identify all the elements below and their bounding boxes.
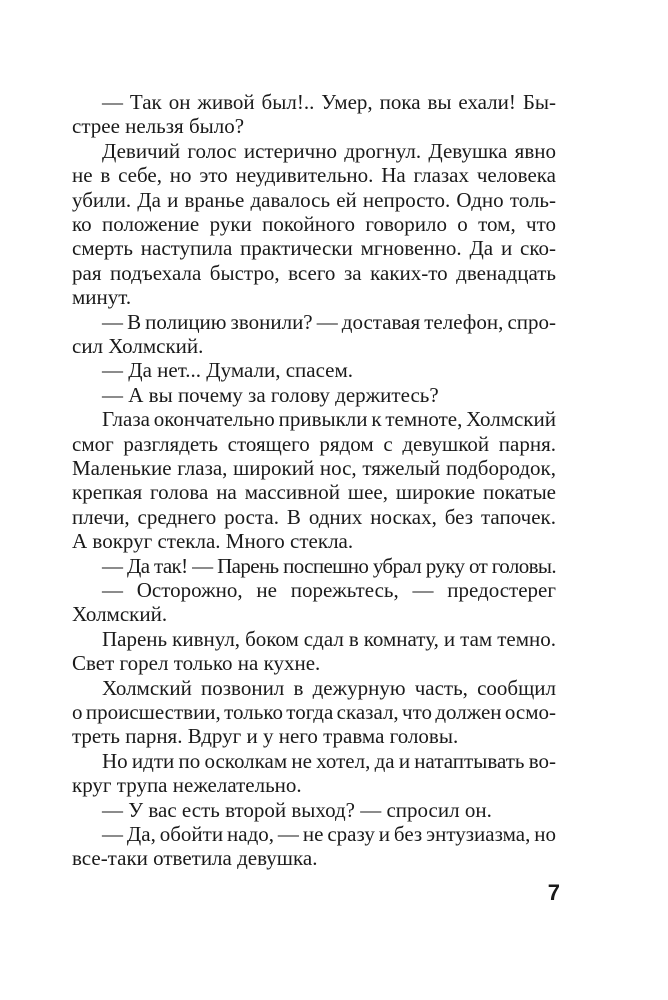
text-line: Но идти по осколкам не хотел, да и натаптывать во- [102,749,556,773]
text-line: — Да нет... Думали, спасем. [102,358,354,382]
text-line: стрее нельзя было? [72,114,245,138]
text-line: А вокруг стекла. Много стекла. [72,529,354,553]
text-line: — Осторожно, не порежьтесь, — предостерег [102,578,556,602]
text-line: — У вас есть второй выход? — спросил он. [102,798,492,822]
text-line: рая подъехала быстро, всего за каких-то двенадцать [72,261,556,285]
text-line: Маленькие глаза, широкий нос, тяжелый подбородок, [72,456,556,480]
text-line: минут. [72,285,132,309]
text-line: убили. Да и вранье давалось ей непросто. Одно толь- [72,188,556,212]
text-line: ко положение руки покойного говорило о том, что [72,212,556,236]
text-line: — Да, обойти надо, — не сразу и без энтузиазма, но [102,822,556,846]
text-line: Холмский. [72,602,168,626]
text-line: смог разглядеть стоящего рядом с девушкой парня. [72,432,556,456]
text-line: треть парня. Вдруг и у него травма головы. [72,724,459,748]
text-line: о происшествии, только тогда сказал, что должен осмо- [72,700,556,724]
text-line: Девичий голос истерично дрогнул. Девушка явно [102,139,556,163]
text-line: — Да так! — Парень поспешно убрал руку от головы. [102,554,556,578]
text-line: — Так он живой был!.. Умер, пока вы ехали! Бы- [102,90,556,114]
text-line: смерть наступила практически мгновенно. Да и ско- [72,236,556,260]
text-line: Глаза окончательно привыкли к темноте, Холмский [102,407,556,431]
text-line: круг трупа нежелательно. [72,773,302,797]
text-line: — В полицию звонили? — доставая телефон, спро- [102,310,556,334]
text-line: сил Холмский. [72,334,204,358]
text-line: Парень кивнул, боком сдал в комнату, и там темно. [102,627,556,651]
text-line: — А вы почему за голову держитесь? [102,383,439,407]
text-line: плечи, среднего роста. В одних носках, без тапочек. [72,505,556,529]
text-line: крепкая голова на массивной шее, широкие покатые [72,480,556,504]
text-line: Холмский позвонил в дежурную часть, сообщил [102,676,556,700]
page-number: 7 [547,880,560,905]
text-line: не в себе, но это неудивительно. На глазах человека [72,163,556,187]
text-line: все-таки ответила девушка. [72,846,318,870]
text-line: Свет горел только на кухне. [72,651,321,675]
